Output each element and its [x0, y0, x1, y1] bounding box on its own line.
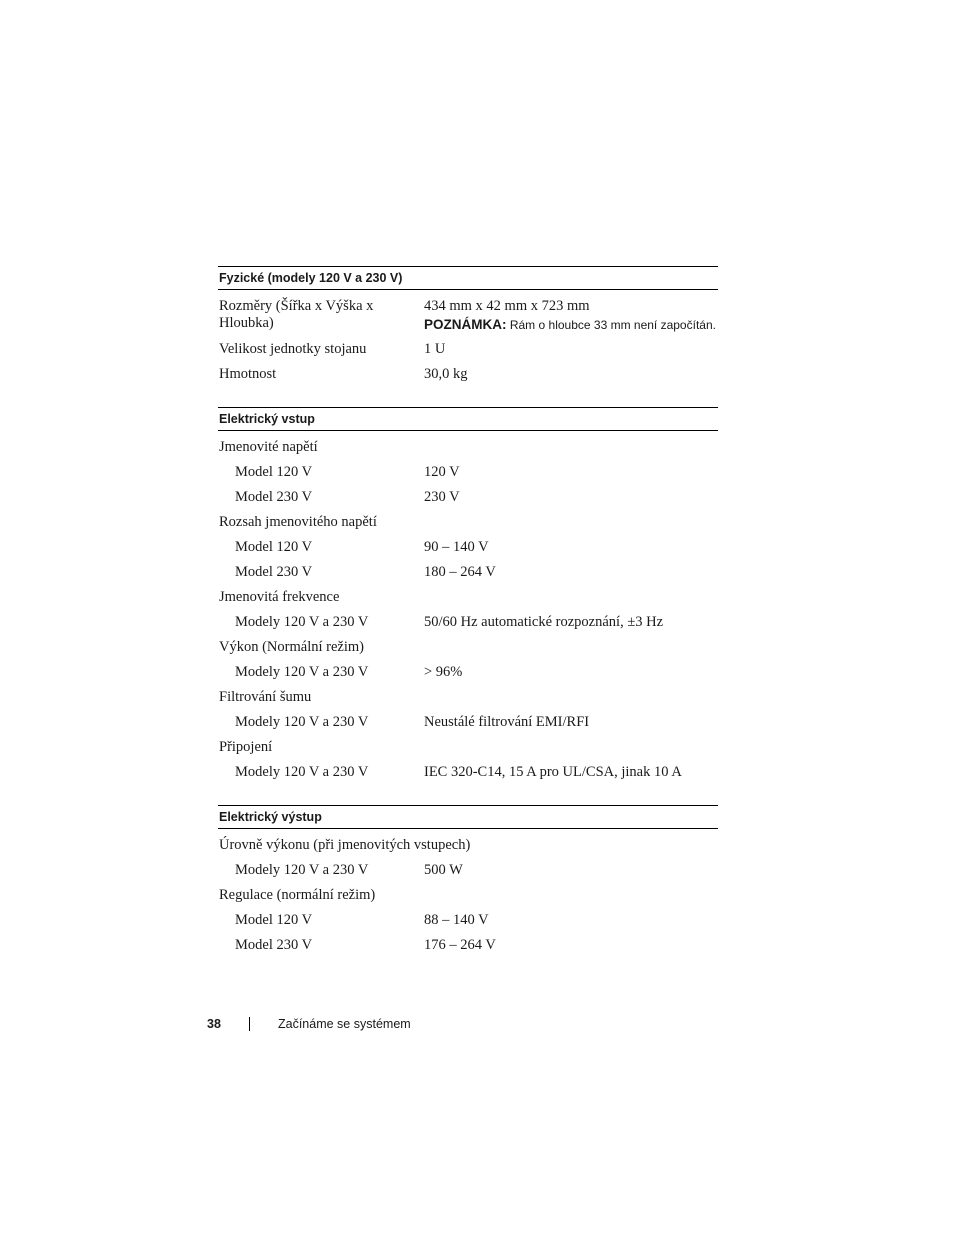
spec-row-group [218, 635, 718, 660]
spec-value: 1 U [424, 341, 446, 357]
spec-value-cell [424, 298, 718, 333]
spec-label: Hmotnost [219, 366, 277, 382]
spec-label: Úrovně výkonu (při jmenovitých vstupech) [219, 837, 471, 853]
spec-row-group [218, 735, 718, 760]
spec-value: 230 V [424, 489, 460, 505]
spec-label: Jmenovité napětí [219, 439, 318, 455]
spec-label: Modely 120 V a 230 V [235, 862, 369, 878]
section-header-electrical-output: Elektrický výstup [218, 805, 718, 829]
page-number: 38 [207, 1017, 221, 1031]
spec-row-group [218, 833, 718, 858]
spec-row [218, 485, 718, 510]
spec-label: Připojení [219, 739, 273, 755]
spec-value: 434 mm x 42 mm x 723 mm [424, 298, 590, 314]
spec-label: Model 230 V [235, 489, 313, 505]
spec-label: Modely 120 V a 230 V [235, 614, 369, 630]
spec-value: 50/60 Hz automatické rozpoznání, ±3 Hz [424, 614, 664, 630]
spec-label: Filtrování šumu [219, 689, 312, 705]
spec-label: Rozměry (Šířka x Výška x Hloubka) [219, 298, 374, 331]
spec-row-group [218, 883, 718, 908]
spec-row [218, 560, 718, 585]
spec-label: Modely 120 V a 230 V [235, 764, 369, 780]
spec-row [218, 660, 718, 685]
spec-label: Modely 120 V a 230 V [235, 664, 369, 680]
spec-label: Model 230 V [235, 564, 313, 580]
spec-row [218, 933, 718, 958]
section-header-physical: Fyzické (modely 120 V a 230 V) [218, 266, 718, 290]
spec-label: Model 120 V [235, 539, 313, 555]
spec-value: 30,0 kg [424, 366, 468, 382]
spec-row-group [218, 435, 718, 460]
spec-value: 176 – 264 V [424, 937, 496, 953]
spec-label: Modely 120 V a 230 V [235, 714, 369, 730]
spec-label: Velikost jednotky stojanu [219, 341, 367, 357]
spec-value: > 96% [424, 664, 463, 680]
spec-value: 120 V [424, 464, 460, 480]
spec-label: Model 120 V [235, 464, 313, 480]
spec-label: Rozsah jmenovitého napětí [219, 514, 377, 530]
spec-row-dimensions [218, 294, 718, 337]
spec-row-group [218, 585, 718, 610]
spec-label: Model 230 V [235, 937, 313, 953]
note [424, 317, 718, 333]
section-body-electrical-input [218, 431, 718, 805]
spec-row [218, 710, 718, 735]
note-text: Rám o hloubce 33 mm není započítán. [509, 318, 716, 332]
footer-divider [249, 1017, 250, 1031]
spec-row [218, 610, 718, 635]
spec-table [218, 266, 718, 958]
spec-value: 88 – 140 V [424, 912, 489, 928]
spec-row [218, 460, 718, 485]
spec-row-group [218, 685, 718, 710]
spec-row-rack-unit [218, 337, 718, 362]
chapter-title: Začínáme se systémem [278, 1017, 411, 1031]
section-body-electrical-output [218, 829, 718, 958]
spec-value: 90 – 140 V [424, 539, 489, 555]
spec-label: Model 120 V [235, 912, 313, 928]
spec-row [218, 908, 718, 933]
spec-value: 500 W [424, 862, 463, 878]
spec-label: Regulace (normální režim) [219, 887, 376, 903]
spec-row-weight [218, 362, 718, 387]
section-header-electrical-input: Elektrický vstup [218, 407, 718, 431]
spec-label: Jmenovitá frekvence [219, 589, 340, 605]
spec-label: Výkon (Normální režim) [219, 639, 364, 655]
spec-value: IEC 320-C14, 15 A pro UL/CSA, jinak 10 A [424, 764, 682, 780]
note-label: POZNÁMKA: [424, 317, 507, 332]
spec-value: 180 – 264 V [424, 564, 496, 580]
spec-row [218, 760, 718, 785]
section-body-physical [218, 290, 718, 407]
page-footer [207, 1016, 411, 1032]
spec-row-group [218, 510, 718, 535]
spec-value: Neustálé filtrování EMI/RFI [424, 714, 590, 730]
spec-row [218, 535, 718, 560]
spec-row [218, 858, 718, 883]
